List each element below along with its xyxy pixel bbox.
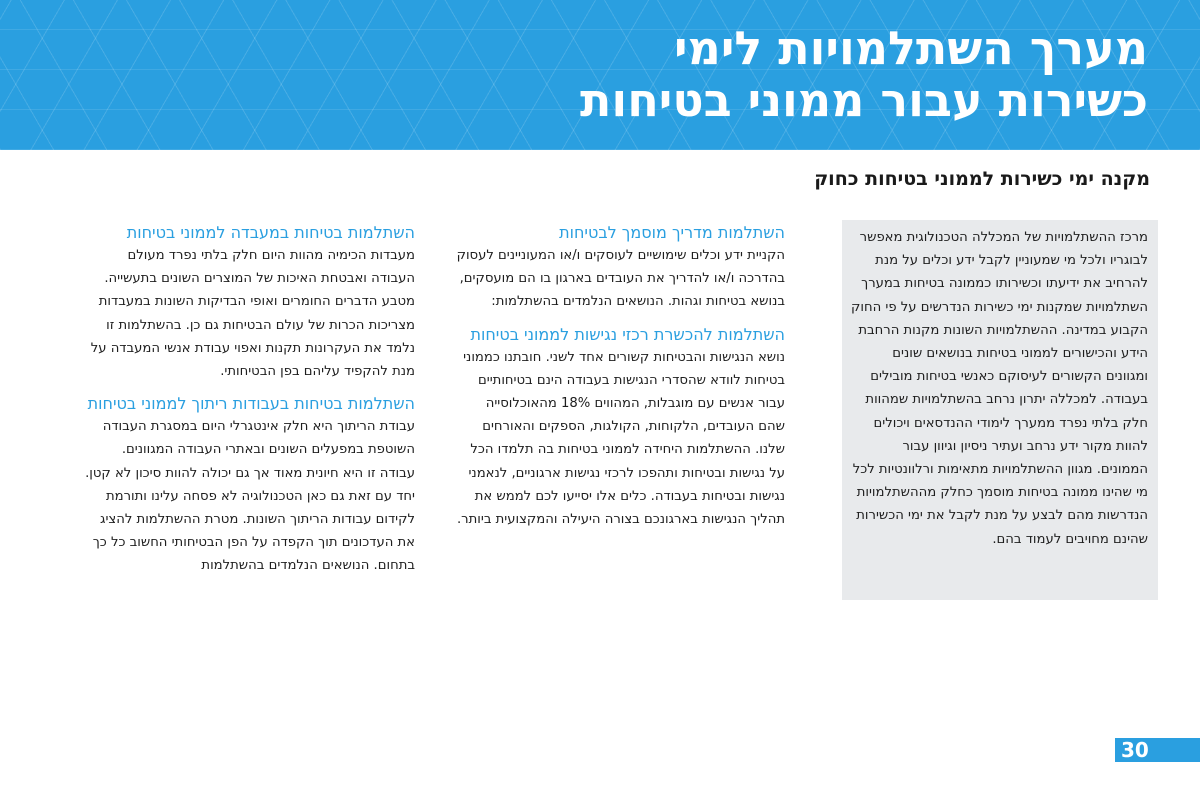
section-title-accessibility: השתלמות להכשרת רכזי נגישות לממוני בטיחות: [470, 324, 785, 344]
section-title-safety-instructor: השתלמות מדריך מוסמך לבטיחות: [559, 223, 785, 242]
intro-box: [842, 220, 1158, 600]
section-body-safety-instructor: הקניית ידע וכלים שימושיים לעוסקים ו/או המעוניינים לעסוק בהדרכה ו/או להדריך את העובדים בארגון בו הם מועסקים, בנושא בטיחות וגהות. הנושאים הנלמדים בהשתלמות:: [456, 248, 785, 310]
section-body-welding-safety: עבודת הריתוך היא חלק אינטגרלי היום במסגרת העבודה השוטפת במפעלים השונים ובאתרי העבודה המגוונים. עבודה זו היא חיונית מאוד אך גם יכולה להוות סיכון לא קטן. יחד עם זאת גם כאן הטכנולוגיה לא פסחה עלינו ותורמת לקידום עבודות הריתוך השונות. מטרת ההשתלמות להציג את העדכונים תוך הקפדה על הפן הבטיחותי החשוב כל כך בתחום. הנושאים הנלמדים בהשתלמות: [85, 419, 415, 574]
section-title-lab-safety: השתלמות בטיחות במעבדה לממוני בטיחות: [126, 223, 415, 242]
section-body-accessibility: נושא הנגישות והבטיחות קשורים אחד לשני. חובתנו כממוני בטיחות לוודא שהסדרי הנגישות בעבודה הינם בטיחותיים עבור אנשים עם מוגבלות, המהווים 18% מהאוכלוסייה שהם העובדים, הלקוחות, הקולגות, הספקים והאורחים שלנו. ההשתלמות היחידה לממוני בטיחות בה תלמדו הכל על נגישות ובטיחות ותהפכו לרכזי נגישות ארגוניים, לנאמני נגישות ובטיחות בעבודה. כלים אלו יסייעו לכם לממש את תהליך הנגישות בארגונכם בצורה היעילה והמקצועית ביותר.: [456, 349, 785, 528]
subtitle: מקנה ימי כשירות לממוני בטיחות כחוק: [814, 168, 1150, 190]
title-line-1: מערך השתלמויות לימי: [674, 21, 1148, 75]
middle-column: [455, 222, 785, 541]
page-number: 30: [1115, 738, 1200, 762]
page-title: [580, 22, 1148, 126]
section-title-welding-safety: השתלמות בטיחות בעבודות ריתוך לממוני בטיחות: [87, 394, 415, 414]
left-column: [85, 222, 415, 588]
intro-text: מרכז ההשתלמויות של המכללה הטכנולוגית מאפשר לבוגריו ולכל מי שמעוניין לקבל ידע וכלים על מנת להרחיב את ידיעתו וכשירותו כממונה בטיחות במערך השתלמויות שמקנות ימי כשירות הנדרשים על פי החוק הקבוע במדינה. ההשתלמויות השונות מקנות הרחבת הידע והכישורים לממוני בטיחות בנושאים שונים ומגוונים הקשורים לעיסוקם כאנשי בטיחות מובילים בעבודה. למכללה יתרון נרחב בהשתלמויות שמהוות חלק בלתי נפרד ממערך לימודי ההנדסאים ויכולים להוות מקור ידע נרחב ועתיר ניסיון וגיוון עבור הממונים. מגוון ההשתלמויות מתאימות ורלוונטיות לכל מי שהינו ממונה בטיחות מוסמך כחלק מההשתלמויות הנדרשות מהם לבצע על מנת לקבל את ימי הכשירות שהינם מחויבים לעמוד בהם.: [851, 230, 1148, 547]
title-line-2: כשירות עבור ממוני בטיחות: [579, 73, 1148, 127]
header-banner: [0, 0, 1200, 150]
section-body-lab-safety: מעבדות הכימיה מהוות היום חלק בלתי נפרד מעולם העבודה ואבטחת האיכות של המוצרים השונים בתעשייה. מטבע הדברים החומרים ואופי הבדיקות השונות במעבדות מצריכות הכרות של עולם הבטיחות גם כן. בהשתלמות זו נלמד את העקרונות תקנות ואפוי עבודת אנשי המעבדה על מנת להקפיד עליהם בפן הבטיחותי.: [90, 248, 415, 380]
